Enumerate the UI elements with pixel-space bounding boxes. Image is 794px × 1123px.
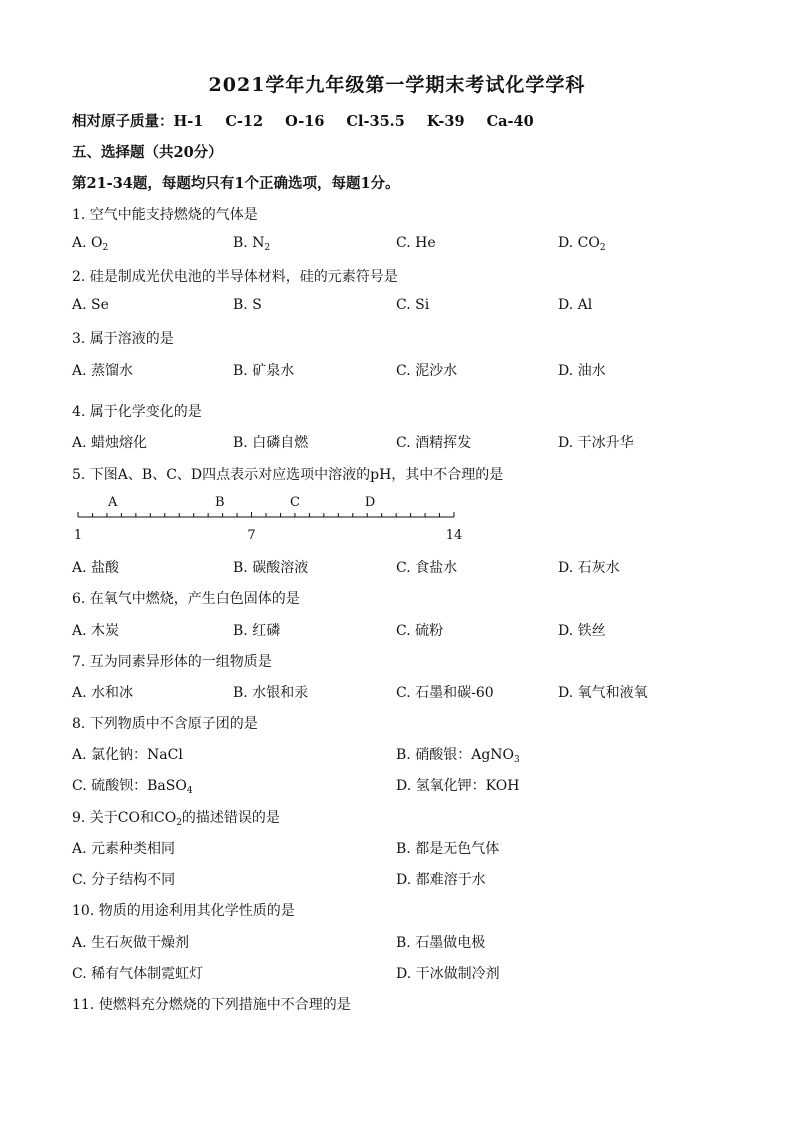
option-a[interactable]: A. 元素种类相同 <box>72 841 176 857</box>
option-a[interactable]: A. Se <box>72 297 109 313</box>
question-stem: 9. 关于CO和$CO_2$的描述错误的是 <box>72 810 280 828</box>
atomic-mass-line <box>72 110 556 131</box>
options-row <box>0 963 794 983</box>
ph-point-b: B <box>214 495 225 510</box>
option-c[interactable]: C. He <box>396 235 436 251</box>
ph-tick-label: 1 <box>73 528 83 543</box>
option-c[interactable]: C. 食盐水 <box>396 560 458 576</box>
option-c[interactable]: C. 石墨和碳-60 <box>396 685 494 701</box>
options-row <box>0 869 794 889</box>
question-stem: 4. 属于化学变化的是 <box>72 404 202 420</box>
option-b[interactable]: B. 水银和汞 <box>233 685 309 701</box>
question-stem: 3. 属于溶液的是 <box>72 331 174 347</box>
option-b[interactable]: B. 红磷 <box>233 623 281 639</box>
option-a[interactable]: A. 水和冰 <box>72 685 134 701</box>
options-row <box>0 744 794 764</box>
option-d[interactable]: D. 干冰升华 <box>558 435 634 451</box>
option-b[interactable]: B. 都是无色气体 <box>396 841 500 857</box>
option-d[interactable]: D. 干冰做制冷剂 <box>396 966 500 982</box>
options-row <box>0 360 794 380</box>
question-stem: 2. 硅是制成光伏电池的半导体材料，硅的元素符号是 <box>72 269 398 285</box>
atomic-mass-label: 相对原子质量： <box>72 113 174 130</box>
option-d[interactable]: D. 石灰水 <box>558 560 620 576</box>
section-title: 五、选择题（共20分） <box>72 144 223 161</box>
section-instruction: 第21-34题，每题均只有1个正确选项，每题1分。 <box>72 175 400 192</box>
ph-tick-label: 7 <box>247 528 256 543</box>
option-b[interactable]: B. 石墨做电极 <box>396 935 486 951</box>
option-a[interactable]: A. 生石灰做干燥剂 <box>72 935 190 951</box>
ph-point-c: C <box>289 495 300 510</box>
option-b[interactable]: B. 硝酸银：AgNO$_3$ <box>396 747 520 765</box>
option-c[interactable]: C. 稀有气体制霓虹灯 <box>72 966 204 982</box>
option-b[interactable]: B. 白磷自燃 <box>233 435 309 451</box>
option-a[interactable]: A. 蜡烛熔化 <box>72 435 148 451</box>
atomic-mass-h: H-1 <box>173 113 204 130</box>
atomic-mass-o: O-16 <box>285 113 325 130</box>
options-row <box>0 557 794 577</box>
ph-ticks <box>78 512 454 517</box>
option-d[interactable]: D. 氧气和液氧 <box>558 685 648 701</box>
option-c[interactable]: C. 分子结构不同 <box>72 872 176 888</box>
ph-point-a: A <box>108 495 118 510</box>
option-c[interactable]: C. Si <box>396 297 430 313</box>
option-a[interactable]: A. 盐酸 <box>72 560 120 576</box>
option-d[interactable]: D. 油水 <box>558 363 606 379</box>
question-stem: 7. 互为同素异形体的一组物质是 <box>72 654 272 670</box>
question-stem: 5. 下图A、B、C、D四点表示对应选项中溶液的pH，其中不合理的是 <box>72 467 504 483</box>
option-a[interactable]: A. $O_2$ <box>72 235 109 253</box>
atomic-mass-cl: Cl-35.5 <box>346 113 405 130</box>
option-a[interactable]: A. 氯化钠：NaCl <box>72 747 183 763</box>
question-stem: 11. 使燃料充分燃烧的下列措施中不合理的是 <box>72 997 351 1013</box>
options-row <box>0 775 794 795</box>
atomic-mass-k: K-39 <box>426 113 465 130</box>
option-b[interactable]: B. S <box>233 297 262 313</box>
atomic-mass-c: C-12 <box>225 113 264 130</box>
option-c[interactable]: C. 硫粉 <box>396 623 444 639</box>
options-row <box>0 235 794 255</box>
exam-title: 2021学年九年级第一学期末考试化学学科 <box>208 74 586 96</box>
option-c[interactable]: C. 泥沙水 <box>396 363 458 379</box>
option-c[interactable]: C. 酒精挥发 <box>396 435 472 451</box>
options-row <box>0 297 794 317</box>
option-b[interactable]: B. 矿泉水 <box>233 363 295 379</box>
option-b[interactable]: B. $N_2$ <box>233 235 271 253</box>
option-d[interactable]: D. 铁丝 <box>558 623 606 639</box>
ph-scale-diagram <box>70 492 470 544</box>
options-row <box>0 620 794 640</box>
option-d[interactable]: D. $CO_2$ <box>558 235 606 253</box>
option-d[interactable]: D. 都难溶于水 <box>396 872 486 888</box>
options-row <box>0 838 794 858</box>
option-d[interactable]: D. Al <box>558 297 593 313</box>
question-stem: 10. 物质的用途利用其化学性质的是 <box>72 903 295 919</box>
option-a[interactable]: A. 蒸馏水 <box>72 363 134 379</box>
option-a[interactable]: A. 木炭 <box>72 623 120 639</box>
option-d[interactable]: D. 氢氧化钾：KOH <box>396 778 520 794</box>
options-row <box>0 932 794 952</box>
options-row <box>0 432 794 452</box>
question-stem: 1. 空气中能支持燃烧的气体是 <box>72 207 258 223</box>
ph-point-d: D <box>364 495 376 510</box>
question-stem: 6. 在氧气中燃烧，产生白色固体的是 <box>72 591 300 607</box>
question-stem: 8. 下列物质中不含原子团的是 <box>72 716 258 732</box>
option-c[interactable]: C. 硫酸钡：BaSO$_4$ <box>72 778 193 796</box>
options-row <box>0 682 794 702</box>
atomic-mass-ca: Ca-40 <box>486 113 534 130</box>
option-b[interactable]: B. 碳酸溶液 <box>233 560 309 576</box>
ph-tick-label: 14 <box>445 528 463 543</box>
